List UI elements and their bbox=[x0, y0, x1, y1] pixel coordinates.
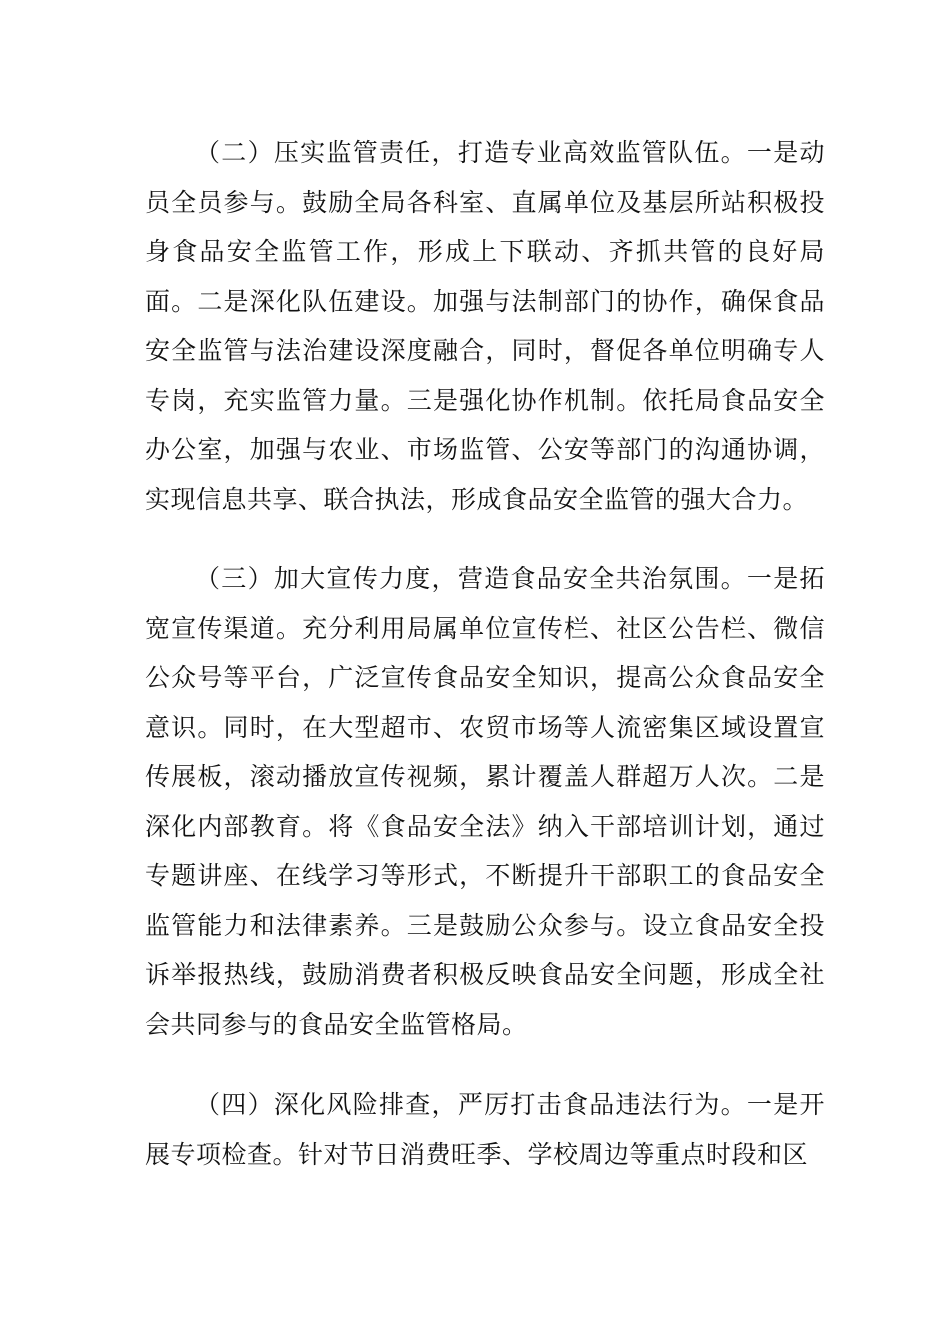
paragraph-section-4: （四）深化风险排查，严厉打击食品违法行为。一是开展专项检查。针对节日消费旺季、学校周边等重点时段和区 bbox=[145, 1090, 825, 1169]
paragraph-section-2: （二）压实监管责任，打造专业高效监管队伍。一是动员全员参与。鼓励全局各科室、直属单位及基层所站积极投身食品安全监管工作，形成上下联动、齐抓共管的良好局面。二是深化队伍建设。加强与法制部门的协作，确保食品安全监管与法治建设深度融合，同时，督促各单位明确专人专岗，充实监管力量。三是强化协作机制。依托局食品安全办公室，加强与农业、市场监管、公安等部门的沟通协调，实现信息共享、联合执法，形成食品安全监管的强大合力。 bbox=[145, 138, 825, 514]
paragraph-section-3: （三）加大宣传力度，营造食品安全共治氛围。一是拓宽宣传渠道。充分利用局属单位宣传栏、社区公告栏、微信公众号等平台，广泛宣传食品安全知识，提高公众食品安全意识。同时，在大型超市、农贸市场等人流密集区域设置宣传展板，滚动播放宣传视频，累计覆盖人群超万人次。二是深化内部教育。将《食品安全法》纳入干部培训计划，通过专题讲座、在线学习等形式，不断提升干部职工的食品安全监管能力和法律素养。三是鼓励公众参与。设立食品安全投诉举报热线，鼓励消费者积极反映食品安全问题，形成全社会共同参与的食品安全监管格局。 bbox=[145, 564, 825, 1039]
